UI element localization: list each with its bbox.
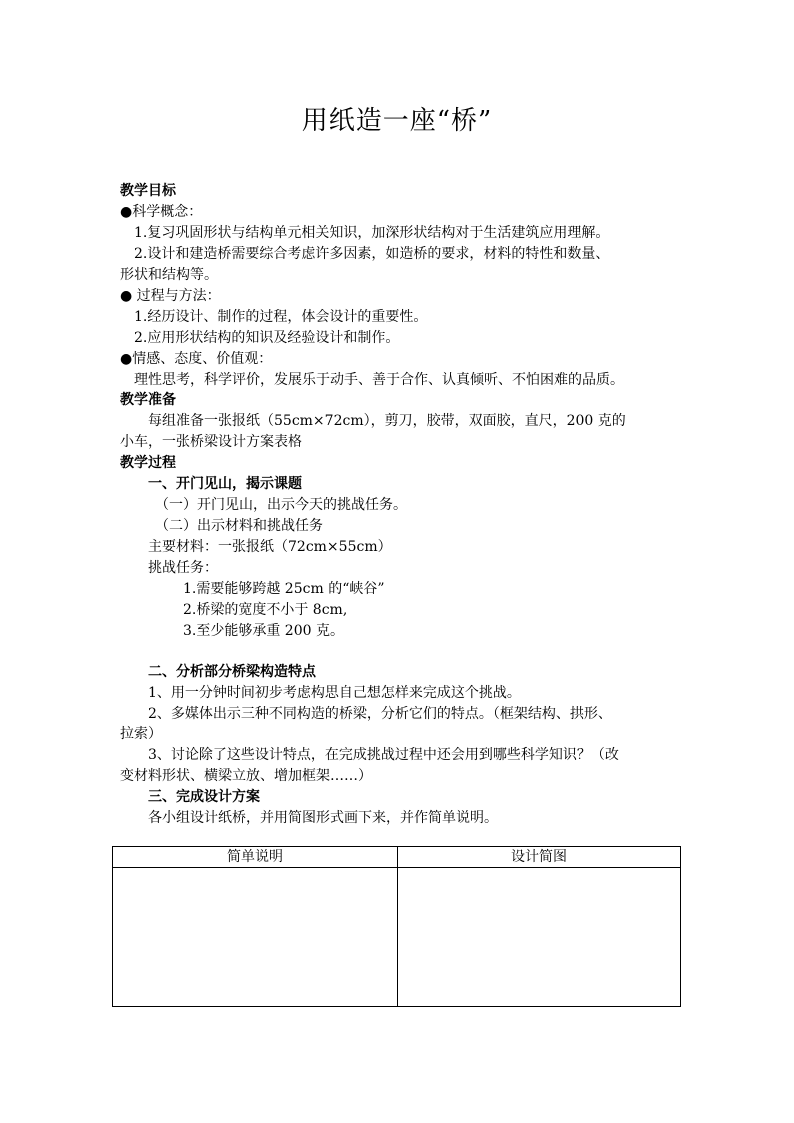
process-method-item-2: 2.应用形状结构的知识及经验设计和制作。 — [134, 330, 400, 346]
concept-item-2: 2.设计和建造桥需要综合考虑许多因素，如造桥的要求，材料的特性和数量、 — [134, 246, 610, 262]
task-item-3: 3.至少能够承重 200 克。 — [183, 623, 344, 639]
prep-line-2: 小车，一张桥梁设计方案表格 — [120, 434, 302, 450]
section-2-item-2: 2、多媒体出示三种不同构造的桥梁，分析它们的特点。（框架结构、拱形、 — [148, 706, 612, 722]
design-table — [112, 846, 681, 1007]
process-method-label: ● 过程与方法： — [120, 288, 221, 304]
section-1-heading: 一、开门见山，揭示课题 — [148, 476, 302, 492]
section-1-item-a: （一）开门见山，出示今天的挑战任务。 — [155, 497, 407, 513]
task-item-2: 2.桥梁的宽度不小于 8cm, — [183, 602, 348, 618]
document-title: 用纸造一座“桥” — [301, 106, 493, 136]
section-1-item-b: （二）出示材料和挑战任务 — [155, 518, 323, 534]
section-2-item-3: 3、讨论除了这些设计特点，在完成挑战过程中还会用到哪些科学知识？（改 — [148, 747, 619, 763]
process-method-item-1: 1.经历设计、制作的过程，体会设计的重要性。 — [134, 309, 428, 325]
section-2-heading: 二、分析部分桥梁构造特点 — [148, 664, 316, 680]
task-item-1: 1.需要能够跨越 25cm 的“峡谷” — [183, 581, 385, 597]
design-table-cell-description[interactable] — [113, 868, 398, 1007]
design-table-cell-sketch[interactable] — [398, 868, 681, 1007]
section-3-heading: 三、完成设计方案 — [148, 789, 260, 805]
section-3-text: 各小组设计纸桥，并用简图形式画下来，并作简单说明。 — [148, 810, 498, 826]
section-2-item-3-cont: 变材料形状、横梁立放、增加框架……） — [120, 768, 372, 784]
task-label: 挑战任务： — [148, 560, 218, 576]
design-table-header-sketch: 设计简图 — [398, 847, 681, 868]
section-2-item-2-cont: 拉索） — [120, 726, 162, 742]
concept-item-2-cont: 形状和结构等。 — [120, 267, 218, 283]
prep-heading: 教学准备 — [120, 392, 176, 408]
section-2-item-1: 1、用一分钟时间初步考虑构思自己想怎样来完成这个挑战。 — [148, 685, 521, 701]
process-heading: 教学过程 — [120, 455, 176, 471]
goals-heading: 教学目标 — [120, 183, 176, 199]
emotion-label: ●情感、态度、价值观： — [120, 351, 273, 367]
prep-line-1: 每组准备一张报纸（55cm×72cm），剪刀，胶带，双面胶，直尺，200 克的 — [148, 413, 626, 429]
emotion-text: 理性思考，科学评价，发展乐于动手、善于合作、认真倾听、不怕困难的品质。 — [134, 372, 624, 388]
concept-item-1: 1.复习巩固形状与结构单元相关知识，加深形状结构对于生活建筑应用理解。 — [134, 225, 610, 241]
design-table-row — [113, 868, 681, 1007]
design-table-header-description: 简单说明 — [113, 847, 398, 868]
material-line: 主要材料：一张报纸（72cm×55cm） — [148, 539, 392, 555]
concept-label: ●科学概念： — [120, 204, 203, 220]
design-table-header-row — [113, 847, 681, 868]
